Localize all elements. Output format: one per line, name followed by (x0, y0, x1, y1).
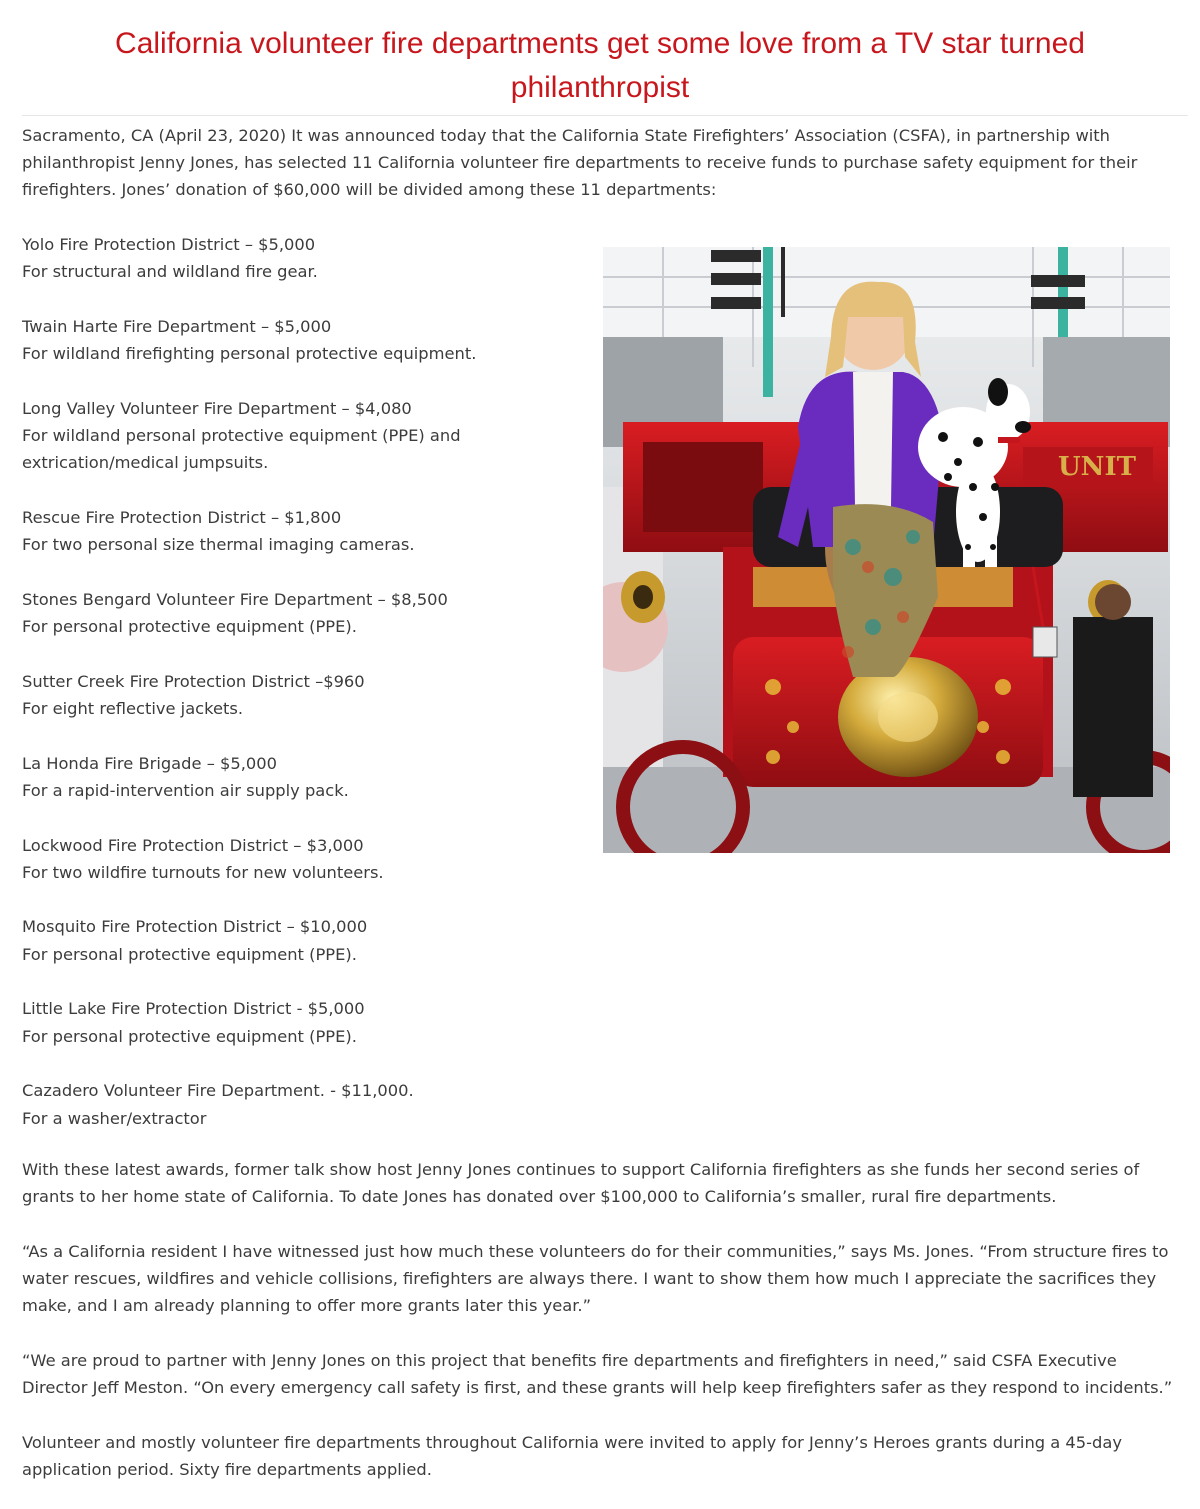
award-name: Long Valley Volunteer Fire Department – $4,080 (22, 398, 412, 418)
award-name: Stones Bengard Volunteer Fire Department – $8,500 (22, 589, 448, 609)
award-item (22, 231, 582, 286)
award-item (22, 668, 582, 723)
photo-illustration (603, 247, 1170, 853)
award-purpose: For wildland personal protective equipment (PPE) and extrication/medical jumpsuits. (22, 426, 461, 473)
award-item (22, 504, 582, 559)
award-name: La Honda Fire Brigade – $5,000 (22, 753, 277, 773)
award-purpose: For personal protective equipment (PPE). (22, 617, 357, 637)
award-name: Sutter Creek Fire Protection District –$960 (22, 671, 365, 691)
award-item (22, 1077, 582, 1132)
award-name: Yolo Fire Protection District – $5,000 (22, 235, 316, 254)
award-purpose: For two personal size thermal imaging cameras. (22, 535, 415, 555)
article-title: California volunteer fire departments get some love from a TV star turned philanthropist (115, 27, 1085, 104)
award-purpose: For structural and wildland fire gear. (22, 262, 318, 282)
award-name: Lockwood Fire Protection District – $3,000 (22, 835, 364, 855)
award-name: Mosquito Fire Protection District – $10,000 (22, 917, 368, 937)
truck-lettering: UNIT (1058, 452, 1136, 482)
award-purpose: For wildland firefighting personal protective equipment. (22, 344, 477, 364)
body-paragraph: Volunteer and mostly volunteer fire departments throughout California were invited to apply for Jenny’s Heroes grants during a 45-day application period. Sixty fire departments applied. (22, 1433, 1122, 1479)
award-purpose: For two wildfire turnouts for new volunteers. (22, 862, 384, 882)
award-name: Rescue Fire Protection District – $1,800 (22, 507, 342, 527)
awards-list (22, 231, 582, 1159)
award-item (22, 313, 582, 368)
award-name: Cazadero Volunteer Fire Department. - $11,000. (22, 1081, 414, 1101)
award-item (22, 586, 582, 641)
award-item (22, 395, 582, 477)
award-purpose: For a washer/extractor (22, 1108, 207, 1128)
title-divider (22, 115, 1188, 116)
body-paragraph: With these latest awards, former talk show host Jenny Jones continues to support California firefighters as she funds her second series of grants to her home state of California. To date Jones has donated over $100,000 to California’s smaller, rural fire departments. (22, 1160, 1140, 1206)
award-item (22, 995, 582, 1050)
award-purpose: For personal protective equipment (PPE). (22, 1026, 357, 1046)
intro-paragraph: Sacramento, CA (April 23, 2020) It was announced today that the California State Firefighters’ Association (CSFA), in partnership with philanthropist Jenny Jones, has selected 11 California volunteer fire departments to receive funds to purchase safety equipment for their firefighters. Jones’ donation of $60,000 will be divided among these 11 departments: (22, 126, 1138, 199)
award-item (22, 913, 582, 968)
award-purpose: For eight reflective jackets. (22, 699, 244, 719)
award-item (22, 750, 582, 805)
award-purpose: For personal protective equipment (PPE). (22, 944, 357, 964)
body-paragraph: “As a California resident I have witnessed just how much these volunteers do for their communities,” says Ms. Jones. “From structure fires to water rescues, wildfires and vehicle collisions, firefighters are always there. I want to show them how much I appreciate the sacrifices they make, and I am already planning to offer more grants later this year.” (22, 1242, 1169, 1315)
article-photo (603, 247, 1170, 853)
body-paragraph: “We are proud to partner with Jenny Jones on this project that benefits fire departments and firefighters in need,” said CSFA Executive Director Jeff Meston. “On every emergency call safety is first, and these grants will help keep firefighters safer as they respond to incidents.” (22, 1351, 1173, 1397)
award-purpose: For a rapid-intervention air supply pack. (22, 780, 349, 800)
award-item (22, 832, 582, 887)
award-name: Twain Harte Fire Department – $5,000 (22, 316, 332, 336)
award-name: Little Lake Fire Protection District - $5,000 (22, 999, 365, 1019)
